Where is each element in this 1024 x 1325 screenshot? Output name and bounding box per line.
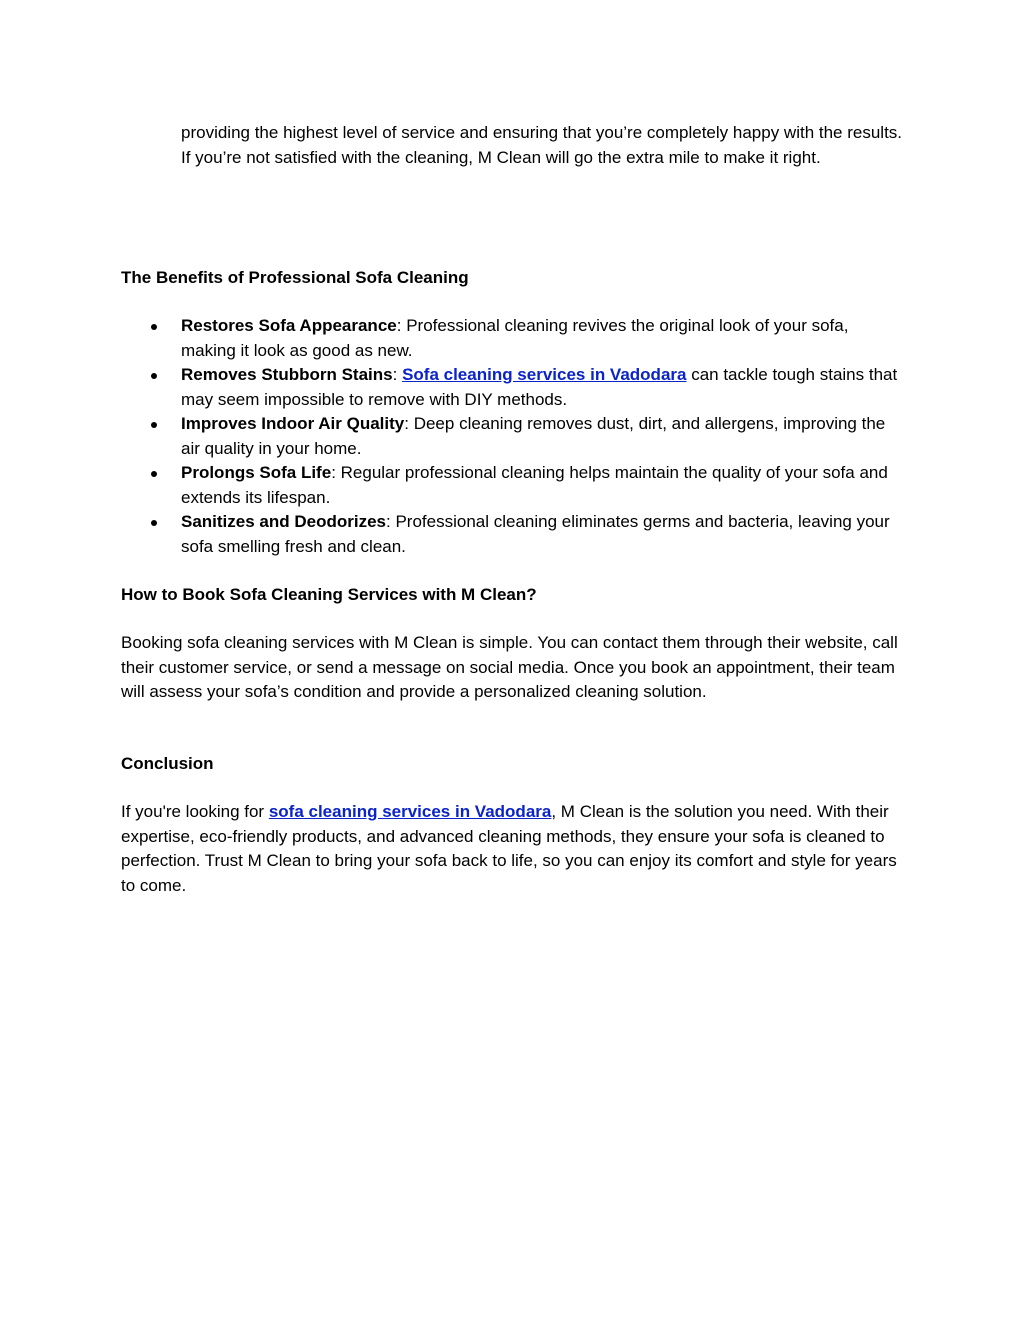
bullet-icon: [151, 471, 157, 477]
benefit-term: Improves Indoor Air Quality: [181, 414, 405, 433]
benefit-text: Professional cleaning eliminates germs and bacteria, leaving your sofa smelling fresh and clean.: [181, 512, 890, 556]
list-item: [121, 510, 906, 559]
bullet-icon: [151, 422, 157, 428]
benefit-term: Restores Sofa Appearance: [181, 316, 397, 335]
conclusion-heading: Conclusion: [121, 754, 214, 773]
sofa-cleaning-link[interactable]: Sofa cleaning services in Vadodara: [402, 365, 687, 384]
bullet-icon: [151, 324, 157, 330]
benefit-separator: :: [396, 316, 407, 335]
benefits-heading: The Benefits of Professional Sofa Cleaning: [121, 268, 469, 287]
conclusion-text-before: If you're looking for: [121, 802, 269, 821]
list-item: [121, 314, 906, 363]
booking-paragraph: Booking sofa cleaning services with M Clean is simple. You can contact them through their website, call their customer service, or send a message on social media. Once you book an appointment, their team will assess your sofa’s condition and provide a personalized cleaning solution.: [121, 633, 898, 701]
benefit-separator: :: [386, 512, 396, 531]
list-item: [121, 412, 906, 461]
benefit-term: Prolongs Sofa Life: [181, 463, 332, 482]
benefits-list: [121, 314, 906, 559]
benefit-text: Professional cleaning revives the original look of your sofa, making it look as good as new.: [181, 316, 849, 360]
benefit-text: Regular professional cleaning helps maintain the quality of your sofa and extends its lifespan.: [181, 463, 888, 507]
bullet-icon: [151, 373, 157, 379]
benefit-separator: :: [392, 365, 403, 384]
conclusion-paragraph: [121, 800, 906, 898]
benefit-text: can tackle tough stains that may seem impossible to remove with DIY methods.: [181, 365, 898, 409]
benefit-text: Deep cleaning removes dust, dirt, and allergens, improving the air quality in your home.: [181, 414, 886, 458]
list-item: [121, 363, 906, 412]
benefit-term: Removes Stubborn Stains: [181, 365, 393, 384]
intro-paragraph: providing the highest level of service and ensuring that you’re completely happy with the results. If you’re not satisfied with the cleaning, M Clean will go the extra mile to make it right.: [181, 123, 903, 167]
sofa-cleaning-link[interactable]: sofa cleaning services in Vadodara: [268, 802, 552, 821]
bullet-icon: [151, 520, 157, 526]
benefit-term: Sanitizes and Deodorizes: [181, 512, 386, 531]
benefit-separator: :: [404, 414, 414, 433]
conclusion-text-after: , M Clean is the solution you need. With their expertise, eco-friendly products, and advanced cleaning methods, they ensure your sofa is cleaned to perfection. Trust M Clean to bring your sofa back to life, so you can enjoy its comfort and style for years to come.: [121, 802, 897, 895]
list-item: [121, 461, 906, 510]
benefit-separator: :: [331, 463, 341, 482]
booking-heading: How to Book Sofa Cleaning Services with M Clean?: [121, 585, 537, 604]
